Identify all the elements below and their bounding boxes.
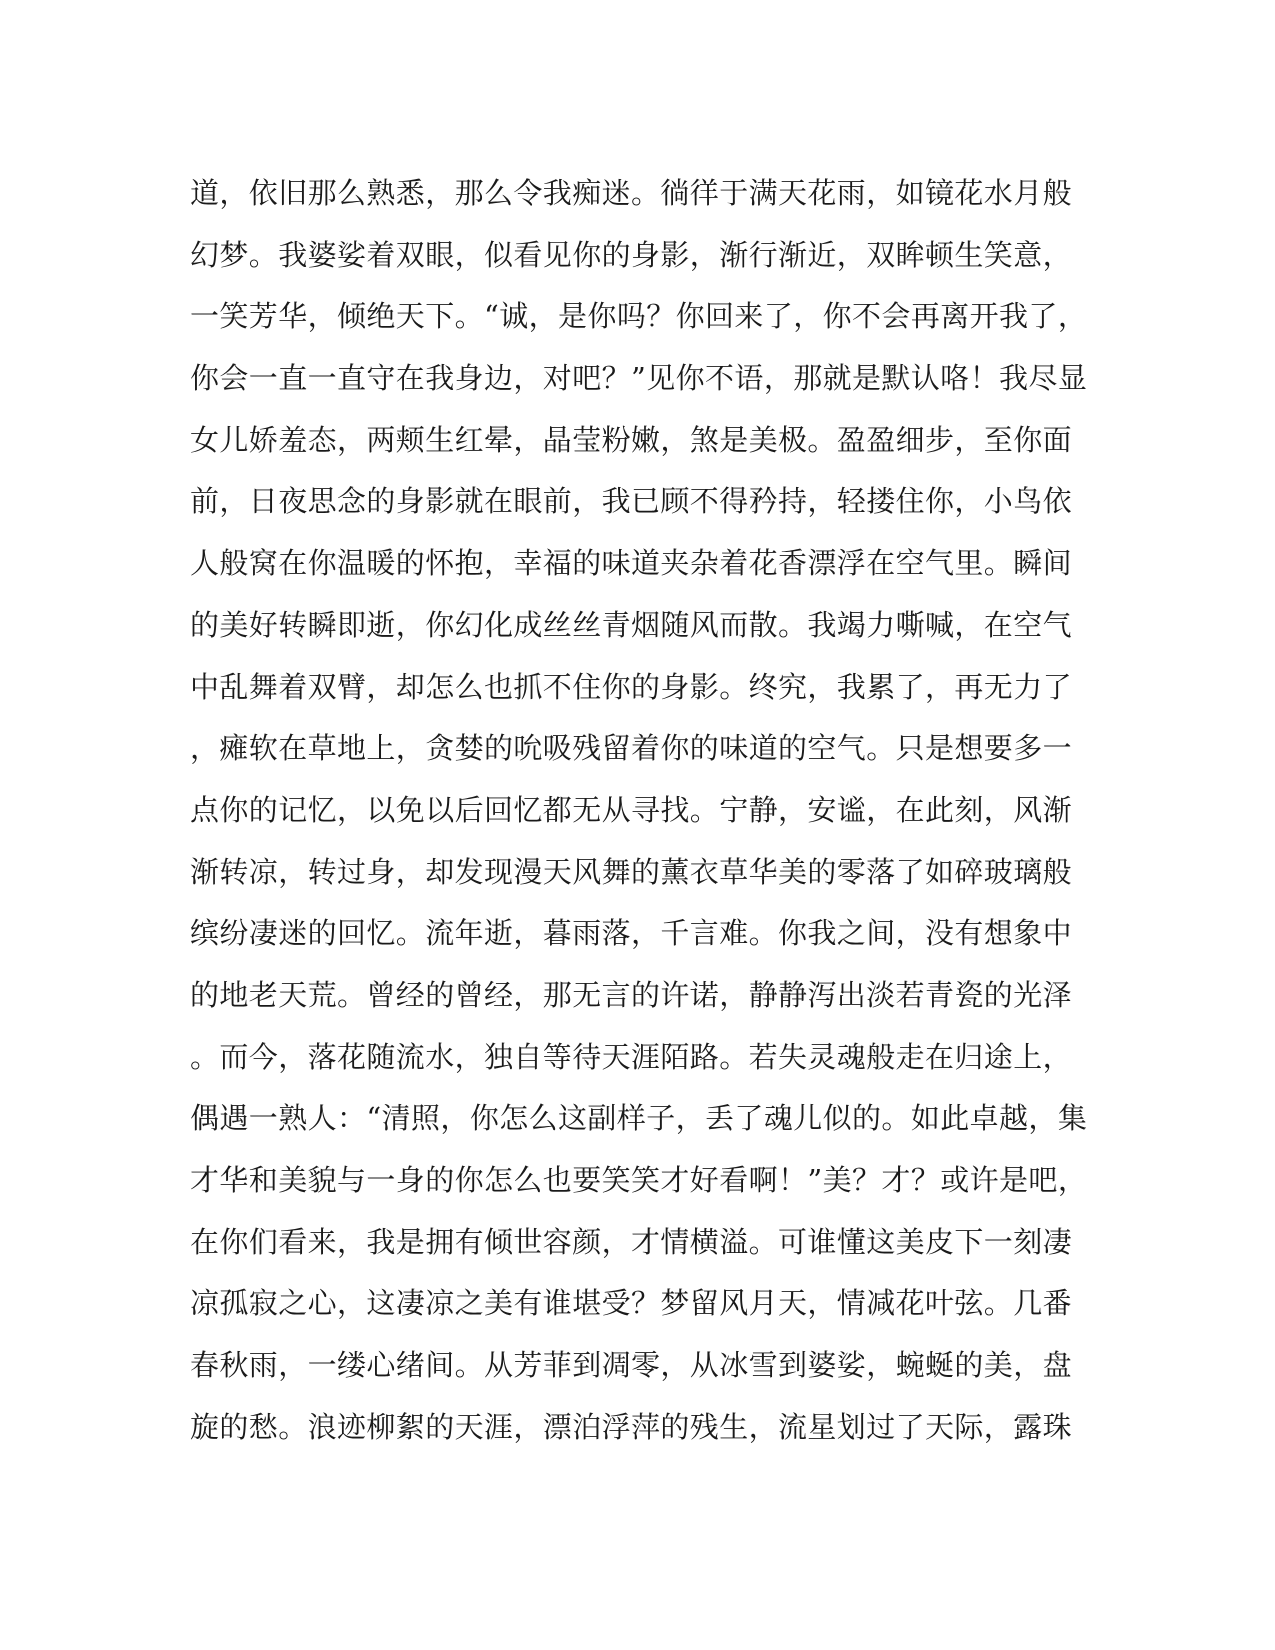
text-line: 道，依旧那么熟悉，那么令我痴迷。徜徉于满天花雨，如镜花水月般 [190,176,1073,210]
text-line: 你会一直一直守在我身边，对吧？”见你不语，那就是默认咯！我尽显 [190,361,1088,396]
body-text [190,163,1090,1458]
text-line: 凉孤寂之心，这凄凉之美有谁堪受？梦留风月天，情减花叶弦。几番 [190,1286,1073,1321]
text-line: 的地老天荒。曾经的曾经，那无言的许诺，静静泻出淡若青瓷的光泽 [190,977,1073,1012]
text-line: ，瘫软在草地上，贪婪的吮吸残留着你的味道的空气。只是想要多一 [190,731,1073,766]
text-line: 前，日夜思念的身影就在眼前，我已顾不得矜持，轻搂住你，小鸟依 [190,484,1073,519]
text-line: 偶遇一熟人：“清照，你怎么这副样子，丢了魂儿似的。如此卓越，集 [190,1101,1088,1136]
text-line: 女儿娇羞态，两颊生红晕，晶莹粉嫩，煞是美极。盈盈细步，至你面 [190,422,1073,457]
text-line: 幻梦。我婆娑着双眼，似看见你的身影，渐行渐近，双眸顿生笑意， [190,237,1073,272]
text-line: 的美好转瞬即逝，你幻化成丝丝青烟随风而散。我竭力嘶喊，在空气 [190,607,1073,642]
text-line: 在你们看来，我是拥有倾世容颜，才情横溢。可谁懂这美皮下一刻凄 [190,1224,1073,1259]
text-line: 渐转凉，转过身，却发现漫天风舞的薰衣草华美的零落了如碎玻璃般 [190,854,1073,889]
text-line: 人般窝在你温暖的怀抱，幸福的味道夹杂着花香漂浮在空气里。瞬间 [190,546,1073,581]
text-line: 点你的记忆，以免以后回忆都无从寻找。宁静，安谧，在此刻，风渐 [190,792,1073,827]
text-line: 中乱舞着双臂，却怎么也抓不住你的身影。终究，我累了，再无力了 [190,669,1073,704]
text-line: 缤纷凄迷的回忆。流年逝，暮雨落，千言难。你我之间，没有想象中 [190,916,1073,951]
text-line: 旋的愁。浪迹柳絮的天涯，漂泊浮萍的残生，流星划过了天际，露珠 [190,1409,1073,1444]
text-line: 。而今，落花随流水，独自等待天涯陌路。若失灵魂般走在归途上， [190,1039,1073,1074]
text-line: 才华和美貌与一身的你怎么也要笑笑才好看啊！”美？才？或许是吧， [190,1163,1088,1197]
text-line: 春秋雨，一缕心绪间。从芳菲到凋零，从冰雪到婆娑，蜿蜒的美，盘 [190,1348,1073,1383]
text-line: 一笑芳华，倾绝天下。“诚，是你吗？你回来了，你不会再离开我了， [190,299,1088,334]
